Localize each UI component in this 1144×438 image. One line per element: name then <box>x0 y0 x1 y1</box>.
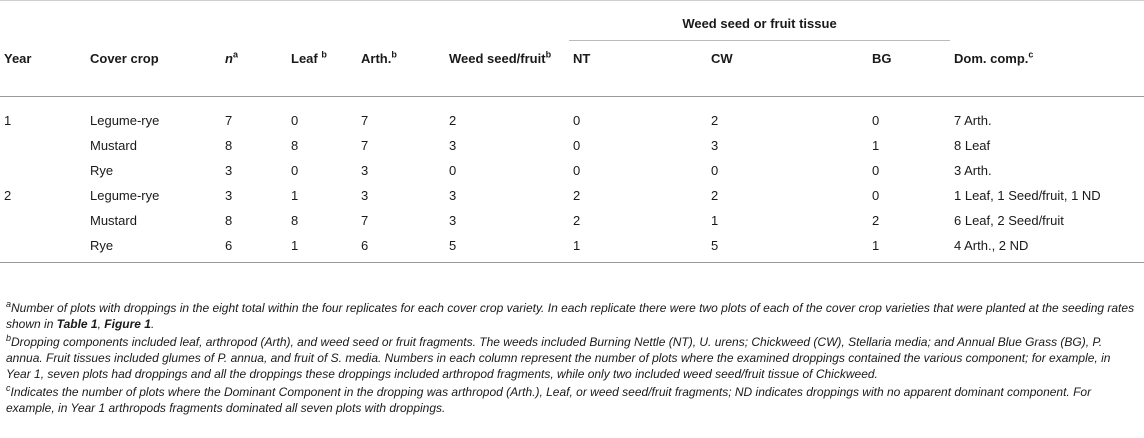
table-cell: 6 <box>225 238 233 253</box>
table-cell: 3 <box>449 188 457 203</box>
table-cell: 7 <box>361 113 369 128</box>
column-header: Dom. comp.$^c$ <box>954 49 1034 66</box>
table-cell: Rye <box>90 163 114 178</box>
table-row <box>0 183 1144 208</box>
table-cell: 5 <box>449 238 457 253</box>
column-header: Cover crop <box>90 50 159 66</box>
table-cell: 1 <box>291 238 299 253</box>
table-cell: 7 <box>361 138 369 153</box>
table-1-link[interactable]: Table 1 <box>56 317 98 331</box>
table-cell: 3 Arth. <box>954 163 992 178</box>
table-cell: 1 <box>291 188 299 203</box>
table-cell: 7 Arth. <box>954 113 992 128</box>
table-row <box>0 133 1144 158</box>
table-cell: 3 <box>361 163 369 178</box>
header-row <box>0 41 1144 97</box>
column-header: $n^a$ <box>225 49 238 66</box>
table-cell: Legume-rye <box>90 188 160 203</box>
table-cell: 7 <box>361 213 369 228</box>
table-cell <box>0 133 86 158</box>
column-header: BG <box>872 51 892 66</box>
table-cell: 0 <box>872 163 880 178</box>
group-header: Weed seed or fruit tissue <box>569 1 950 41</box>
table-cell: 1 <box>573 238 581 253</box>
table-cell: 3 <box>711 138 719 153</box>
table-cell <box>0 158 86 183</box>
table-row <box>0 233 1144 263</box>
table-cell: 8 <box>225 213 233 228</box>
table-cell: 0 <box>573 163 581 178</box>
table-body <box>0 97 1144 263</box>
table-row <box>0 97 1144 134</box>
table-cell: 6 <box>361 238 369 253</box>
footnotes <box>6 300 1138 418</box>
table-cell: 1 <box>711 213 719 228</box>
table-cell: 1 <box>872 238 880 253</box>
table-cell: 0 <box>573 113 581 128</box>
table-cell: 2 <box>449 113 457 128</box>
column-header: CW <box>711 51 733 66</box>
footnote-b: $^b$Dropping components included leaf, arthropod (Arth), and weed seed or fruit fragments. The weeds included Burning Nettle (NT), U. urens; Chickweed (CW), Stellaria media; and Annual Blue Grass (BG), P. annua. Fruit tissues included glumes of P. annua, and fruit of S. media. Numbers in each column represent the number of plots where the examined droppings contained the various component; for example, in Year 1, seven plots had droppings and all the droppings these droppings included arthropod fragments, while only two included weed seed/fruit tissue of Chickweed. <box>6 333 1111 381</box>
column-header: Year <box>4 50 32 66</box>
table-cell: 2 <box>4 188 12 203</box>
column-header: NT <box>573 51 591 66</box>
table-cell: 8 <box>291 138 299 153</box>
table-cell: 1 Leaf, 1 Seed/fruit, 1 ND <box>954 188 1101 203</box>
table-cell: 6 Leaf, 2 Seed/fruit <box>954 213 1064 228</box>
table-cell: 3 <box>225 163 233 178</box>
table-cell: 8 <box>225 138 233 153</box>
table-cell: 0 <box>573 138 581 153</box>
footnote-c: $^c$Indicates the number of plots where the Dominant Component in the dropping was arthropod (Arth.), Leaf, or weed seed/fruit fragments; ND indicates droppings with no apparent dominant component. For example, in Year 1 arthropods fragments dominated all seven plots with droppings. <box>6 383 1092 415</box>
table-cell: 3 <box>449 213 457 228</box>
table-cell: 1 <box>872 138 880 153</box>
table-cell: 3 <box>361 188 369 203</box>
figure-1-link[interactable]: Figure 1 <box>104 317 151 331</box>
column-header: Weed seed/fruit$^b$ <box>449 49 552 66</box>
table-cell: 0 <box>711 163 719 178</box>
table-cell: 0 <box>291 163 299 178</box>
table-cell: 1 <box>4 113 12 128</box>
table-cell: 2 <box>573 213 581 228</box>
table-cell: 4 Arth., 2 ND <box>954 238 1029 253</box>
column-header: Leaf $^b$ <box>291 49 327 66</box>
table-cell: 0 <box>872 188 880 203</box>
column-header: Arth.$^b$ <box>361 49 397 66</box>
table-cell: 8 Leaf <box>954 138 991 153</box>
table-cell: 3 <box>225 188 233 203</box>
table-cell: 7 <box>225 113 233 128</box>
table-cell <box>0 233 86 263</box>
table-cell: 0 <box>291 113 299 128</box>
table-cell: 2 <box>573 188 581 203</box>
table-cell: 0 <box>872 113 880 128</box>
footnote-a: $^a$Number of plots with droppings in the eight total within the four replicates for each cover crop variety. In each replicate there were two plots of each of the cover crop varieties that were planted at the seeding rates shown in Table 1, Figure 1. <box>6 299 1135 331</box>
table-cell: 2 <box>872 213 880 228</box>
table-cell: Mustard <box>90 213 137 228</box>
table-cell: 3 <box>449 138 457 153</box>
table-cell: 2 <box>711 188 719 203</box>
table-row <box>0 158 1144 183</box>
table-cell: 5 <box>711 238 719 253</box>
table-cell: Mustard <box>90 138 137 153</box>
table-cell: 0 <box>449 163 457 178</box>
table-cell: 8 <box>291 213 299 228</box>
table-cell <box>0 208 86 233</box>
table-cell: Legume-rye <box>90 113 160 128</box>
table-cell: 2 <box>711 113 719 128</box>
table-cell: Rye <box>90 238 114 253</box>
table-row <box>0 208 1144 233</box>
